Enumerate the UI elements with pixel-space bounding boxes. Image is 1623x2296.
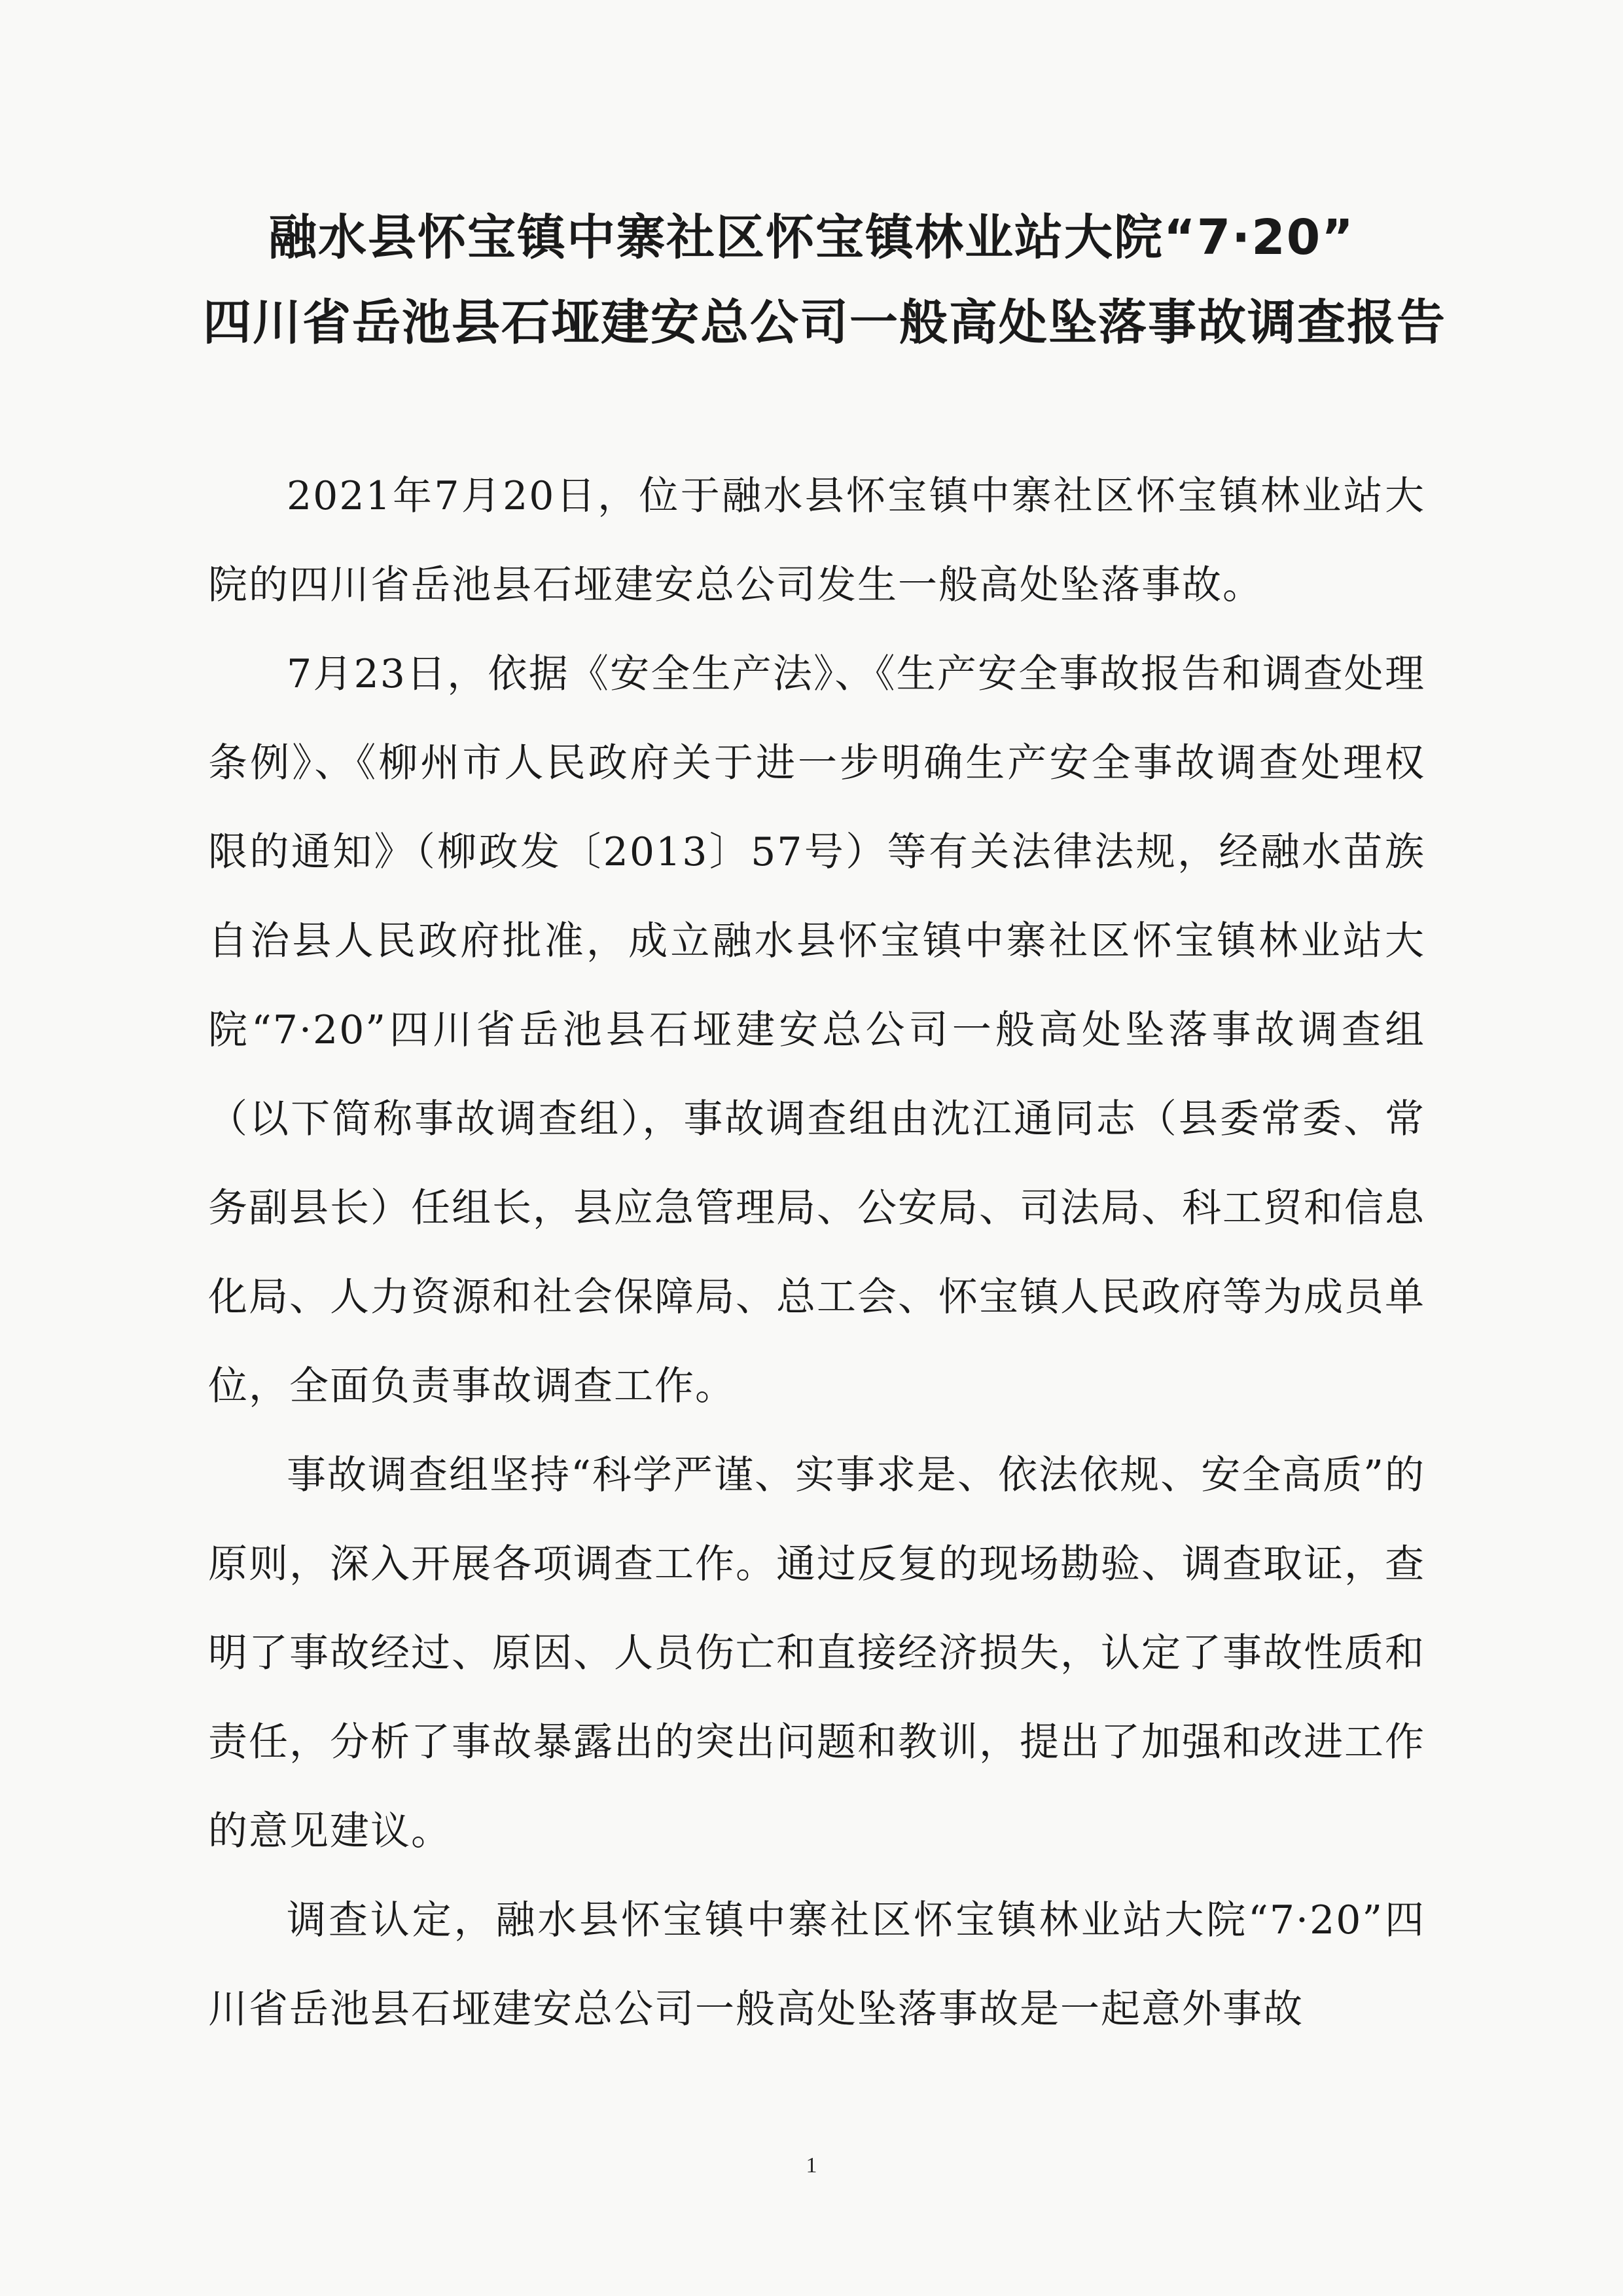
report-body	[208, 452, 1425, 2054]
paragraph-incident-summary: 2021年7月20日，位于融水县怀宝镇中寨社区怀宝镇林业站大院的四川省岳池县石垭建安总公司发生一般高处坠落事故。	[208, 473, 1425, 608]
report-title-line-1: 融水县怀宝镇中寨社区怀宝镇林业站大院“7·20”	[268, 209, 1355, 266]
paragraph-investigation-principles: 事故调查组坚持“科学严谨、实事求是、依法依规、安全高质”的原则，深入开展各项调查工作。通过反复的现场勘验、调查取证，查明了事故经过、原因、人员伤亡和直接经济损失，认定了事故性质和责任，分析了事故暴露出的突出问题和教训，提出了加强和改进工作的意见建议。	[208, 1452, 1425, 1854]
paragraph-investigation-team: 7月23日，依据《安全生产法》、《生产安全事故报告和调查处理条例》、《柳州市人民政府关于进一步明确生产安全事故调查处理权限的通知》（柳政发〔2013〕57号）等有关法律法规，经融水苗族自治县人民政府批准，成立融水县怀宝镇中寨社区怀宝镇林业站大院“7·20”四川省岳池县石垭建安总公司一般高处坠落事故调查组（以下简称事故调查组），事故调查组由沈江通同志（县委常委、常务副县长）任组长，县应急管理局、公安局、司法局、科工贸和信息化局、人力资源和社会保障局、总工会、怀宝镇人民政府等为成员单位，全面负责事故调查工作。	[208, 651, 1425, 1409]
page-number: 1	[806, 2153, 817, 2178]
paragraph-conclusion: 调查认定，融水县怀宝镇中寨社区怀宝镇林业站大院“7·20”四川省岳池县石垭建安总公司一般高处坠落事故是一起意外事故	[208, 1897, 1425, 2032]
report-title-line-2: 四川省岳池县石垭建安总公司一般高处坠落事故调查报告	[203, 295, 1446, 351]
